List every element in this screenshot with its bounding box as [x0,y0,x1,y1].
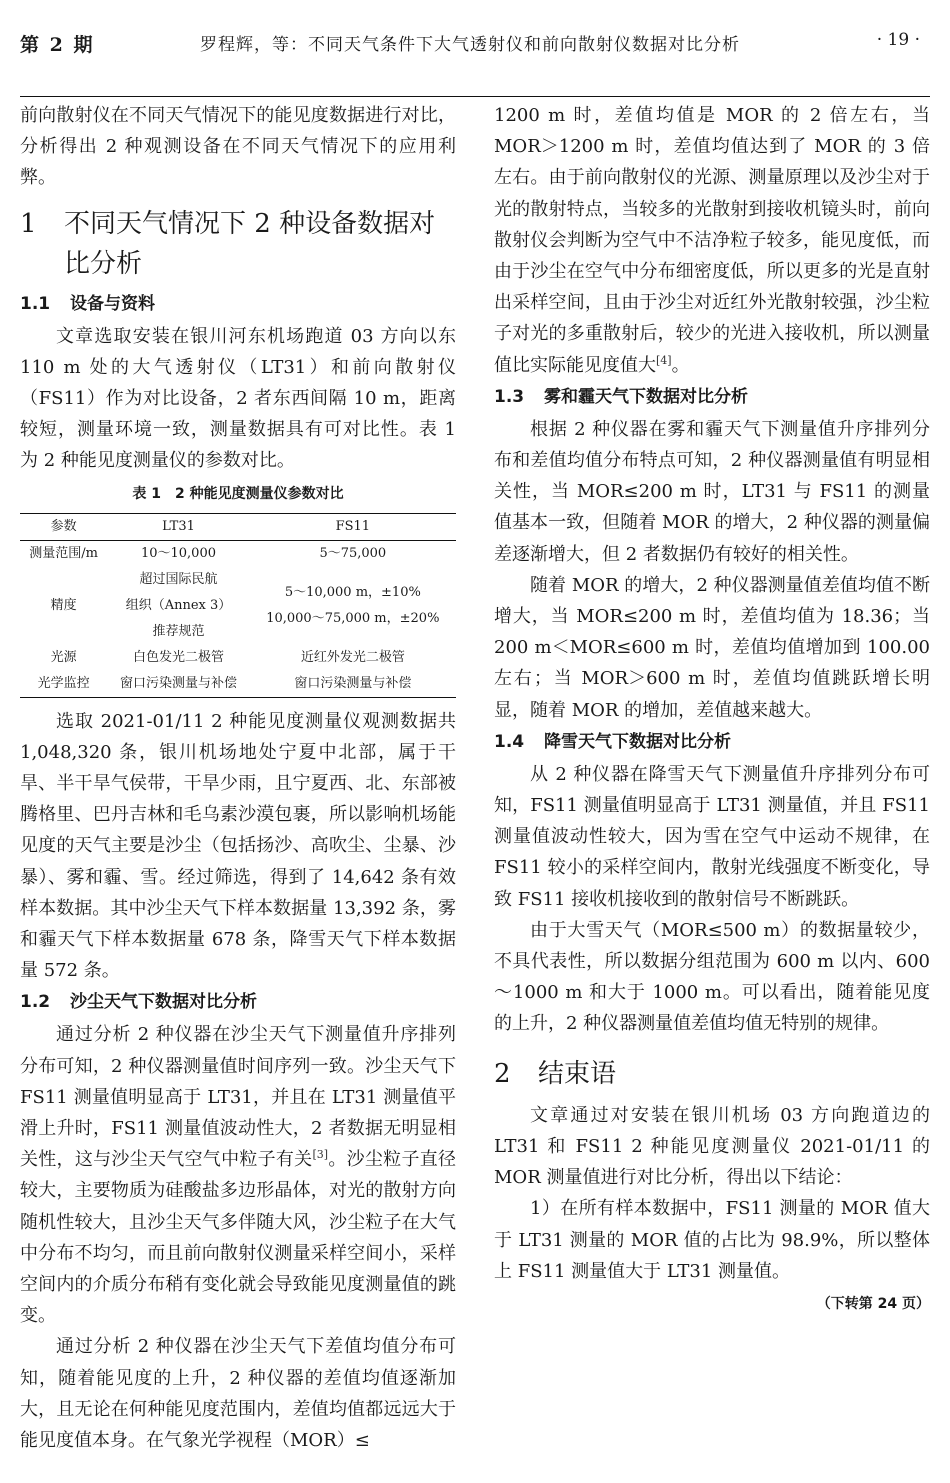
issue-number: 第 2 期 [20,34,95,56]
paragraph-data-selection: 选取 2021-01/11 2 种能见度测量仪观测数据共 1,048,320 条，银川机场地处宁夏中北部，属于干旱、半干旱气侯带，干旱少雨，且宁夏西、北、东部被腾格里、巴丹吉林和毛乌素沙漠包裹，所以影响机场能见度的天气主要是沙尘（包括扬沙、高吹尘、尘暴、沙暴）、雾和霾、雪。经过筛选，得到了 14,642 条有效样本数据。其中沙尘天气下样本数据量 13,392 条，雾和霾天气下样本数据量 678 条，降雪天气下样本数据量 572 条。 [20,710,456,982]
page-header [20,10,930,62]
section-1-2-heading [20,986,456,1019]
page-number: · 19 · [876,30,920,50]
intro-paragraph: 前向散射仪在不同天气情况下的能见度数据进行对比，分析得出 2 种观测设备在不同天气情况下的应用利弊。 [20,105,456,189]
section-number: 1 [20,208,37,239]
paragraph-text: 1200 m 时，差值均值是 MOR 的 2 倍左右，当 MOR＞1200 m 时，差值均值达到了 MOR 的 3 倍左右。由于前向散射仪的光源、测量原理以及沙尘对于光的散射特点，当较多的光散射到接收机镜头时，前向散射仪会判断为空气中不洁净粒子较多，能见度低，而由于沙尘在空气中分布细密度低，所以更多的光是直射出采样空间，且由于沙尘对近红外光散射较强，沙尘粒子对光的多重散射后，较少的光进入接收机，所以测量值比实际能见度值大 [494,105,930,376]
section-2-heading [494,1054,930,1094]
paragraph-text: 。沙尘粒子直径较大，主要物质为硅酸盐多边形晶体，对光的散射方向随机性较大，且沙尘天气多伴随大风，沙尘粒子在大气中分布不均匀，而且前向散射仪测量采样空间小，采样空间内的介质分布稍有变化就会导致能见度测量值的跳变。 [20,1149,457,1327]
section-number: 1.2 [20,992,51,1013]
paragraph-dust-continued [494,100,930,381]
section-number: 2 [494,1058,511,1089]
right-column [494,100,930,1313]
table-cell-line: 推荐规范 [152,623,205,639]
table-cell: 10～10,000 [140,545,216,561]
table-cell: 窗口污染测量与补偿 [107,671,249,698]
running-title: 罗程辉，等：不同天气条件下大气透射仪和前向散射仪数据对比分析 [200,35,740,55]
paragraph-fog-difference: 随着 MOR 的增大，2 种仪器测量值差值均值不断增大，当 MOR≤200 m 时，差值均值为 18.36；当 200 m＜MOR≤600 m 时，差值均值增加到 100.00左右；当 MOR＞600 m 时，差值均值跳跃增长明显，随着 MOR 的增加，差值越来越大。 [494,574,930,721]
section-title: 结束语 [538,1058,617,1089]
header-rule [20,96,930,97]
citation-4: [4] [656,353,672,367]
table-header-row [20,513,456,540]
left-column [20,100,456,1456]
section-1-4-heading [494,726,930,759]
table-header-cell: FS11 [250,513,456,540]
table-cell: 精度 [50,597,77,613]
section-1-heading [20,204,456,284]
section-title: 设备与资料 [70,293,155,314]
table-row [20,671,456,698]
table-cell: 测量范围/m [29,545,99,561]
paragraph-dust-analysis [20,1019,456,1331]
paragraph-snow-analysis: 从 2 种仪器在降雪天气下测量值升序排列分布可知，FS11 测量值明显高于 LT31 测量值，并且 FS11 测量值波动性较大，因为雪在空气中运动不规律，在 FS11 较小的采样空间内，散射光线强度不断变化，导致 FS11 接收机接收到的散射信号不断跳跃。 [494,763,930,910]
table-cell-line: 10,000～75,000 m，±20% [266,610,440,626]
section-1-3-heading [494,381,930,414]
table-header-cell: LT31 [107,513,249,540]
citation-3: [3] [312,1148,329,1162]
table-row [20,540,456,567]
table-cell: 白色发光二极管 [132,649,224,665]
paragraph-conclusion-1: 1）在所有样本数据中，FS11 测量的 MOR 值大于 LT31 测量的 MOR 值的占比为 98.9%，所以整体上 FS11 测量值大于 LT31 测量值。 [494,1198,930,1282]
paragraph-dust-difference: 通过分析 2 种仪器在沙尘天气下差值均值分布可知，随着能见度的上升，2 种仪器的差值均值逐渐加大，且无论在何种能见度范围内，差值均值都远远大于能见度值本身。在气象光学视程（MOR）≤ [20,1336,456,1452]
table-cell: 5～75,000 [319,545,387,561]
table-cell-line: 组织（Annex 3） [125,597,232,613]
paragraph-snow-grouping: 由于大雪天气（MOR≤500 m）的数据量较少，不具代表性，所以数据分组范围为 600 m 以内、600～1000 m 和大于 1000 m。可以看出，随着能见度的上升，2 种仪器测量值差值均值无特别的规律。 [494,919,930,1035]
table-header-cell: 参数 [20,513,107,540]
section-number: 1.3 [494,386,525,407]
paragraph-fog-correlation: 根据 2 种仪器在雾和霾天气下测量值升序排列分布和差值均值分布特点可知，2 种仪器测量值有明显相关性，当 MOR≤200 m 时，LT31 与 FS11 的测量值基本一致，但随着 MOR 的增大，2 种仪器的测量偏差逐渐增大，但 2 者数据仍有较好的相关性。 [494,418,930,565]
table-cell [107,567,249,645]
section-number: 1.4 [494,731,525,752]
paragraph-equipment: 文章选取安装在银川河东机场跑道 03 方向以东 110 m 处的大气透射仪（LT31）和前向散射仪（FS11）作为对比设备，2 者东西间隔 10 m，距离较短，测量环境一致，测量数据具有可对比性。表 1 为 2 种能见度测量仪的参数对比。 [20,325,456,472]
paragraph-text: 。 [671,354,690,376]
continued-note: （下转第 24 页） [816,1295,930,1312]
table-cell-line: 5～10,000 m，±10% [284,584,421,600]
table-cell: 光学监控 [20,671,107,698]
parameter-table [20,513,456,698]
table-row [20,567,456,645]
table-cell [250,567,456,645]
table-caption: 表 1 2 种能见度测量仪参数对比 [132,485,344,502]
table-cell: 光源 [50,649,77,665]
section-number: 1.1 [20,293,51,314]
paragraph-text: 通过分析 2 种仪器在沙尘天气下测量值升序排列分布可知，2 种仪器测量值时间序列一致。沙尘天气下 FS11 测量值明显高于 LT31，并且在 LT31 测量值平滑上升时，FS11 测量值波动性大，2 者数据无明显相关性，这与沙尘天气空气中粒子有关 [20,1024,456,1171]
section-title: 不同天气情况下 2 种设备数据对比分析 [64,208,436,279]
table-cell: 窗口污染测量与补偿 [250,671,456,698]
section-1-1-heading [20,288,456,321]
section-title: 沙尘天气下数据对比分析 [70,992,257,1013]
section-title: 雾和霾天气下数据对比分析 [544,386,748,407]
table-cell-line: 超过国际民航 [139,571,218,587]
table-cell: 近红外发光二极管 [300,649,405,665]
table-row [20,645,456,671]
section-title: 降雪天气下数据对比分析 [544,731,731,752]
paragraph-conclusion-intro: 文章通过对安装在银川机场 03 方向跑道边的 LT31 和 FS11 2 种能见度测量仪 2021-01/11 的 MOR 测量值进行对比分析，得出以下结论： [494,1104,930,1189]
